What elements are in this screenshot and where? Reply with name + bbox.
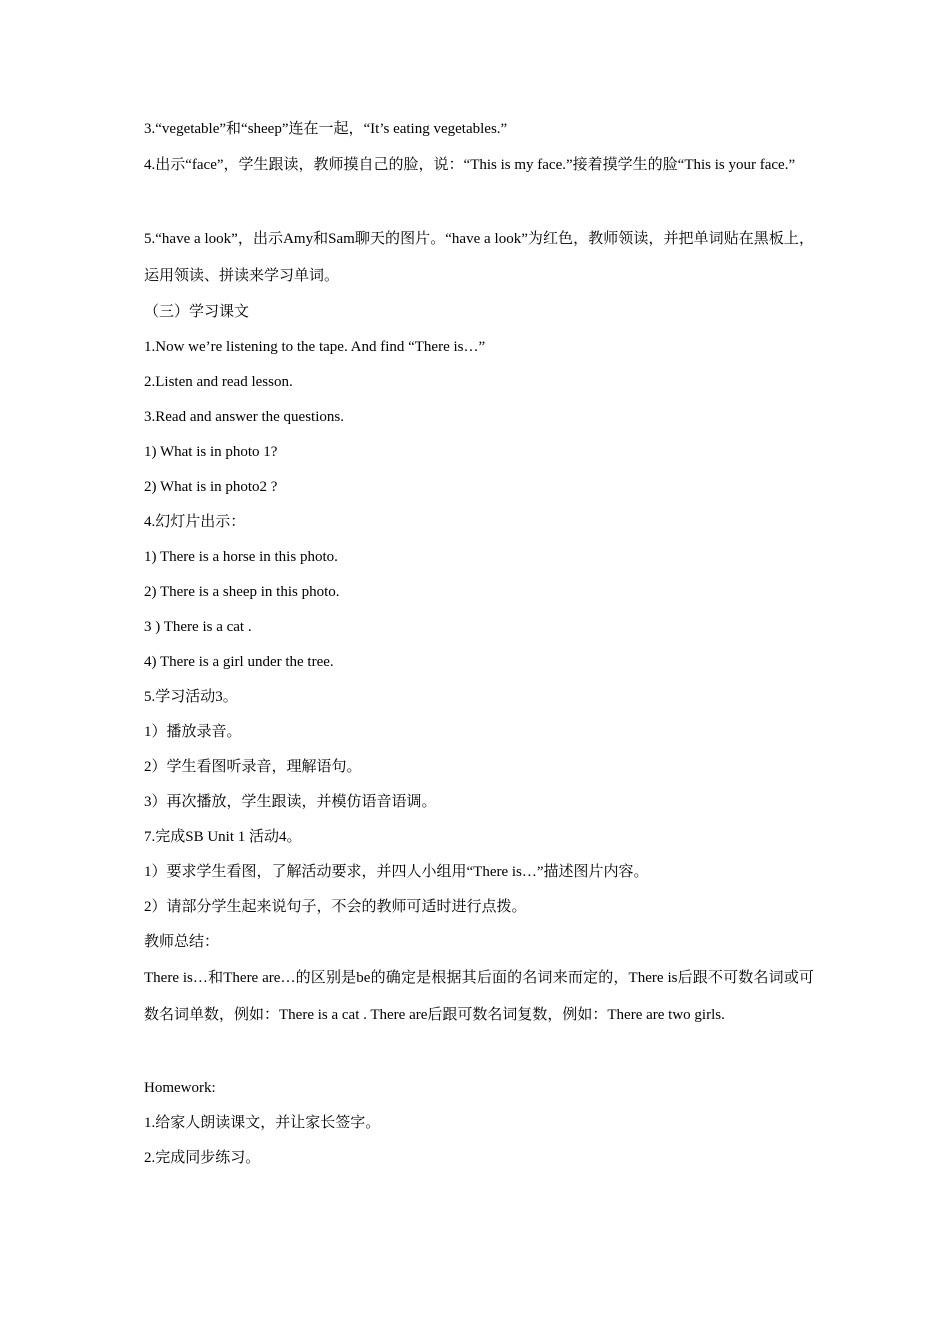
step-slide-show: 4.幻灯片出示： [144,514,246,530]
slide-item-horse: 1) There is a horse in this photo. [144,549,338,565]
activity-4-item-1: 1）要求学生看图，了解活动要求，并四人小组用“There is…”描述图片内容。 [144,864,649,880]
step-activity-3: 5.学习活动3。 [144,689,238,705]
step-listen-read: 2.Listen and read lesson. [144,374,293,390]
teacher-summary-heading: 教师总结： [144,934,220,950]
paragraph-vegetable-sheep: 3.“vegetable”和“sheep”连在一起，“It’s eating vegetables.” [144,121,508,137]
activity-3-item-3: 3）再次播放，学生跟读，并模仿语音语调。 [144,794,437,810]
question-photo-1: 1) What is in photo 1? [144,444,278,460]
activity-4-item-2: 2）请部分学生起来说句子，不会的教师可适时进行点拨。 [144,899,527,915]
section-heading-learn-text: （三）学习课文 [144,304,250,320]
step-listen-tape: 1.Now we’re listening to the tape. And find “There is…” [144,339,486,355]
slide-item-girl: 4) There is a girl under the tree. [144,654,334,670]
homework-item-2: 2.完成同步练习。 [144,1150,261,1166]
slide-item-sheep: 2) There is a sheep in this photo. [144,584,340,600]
activity-3-item-1: 1）播放录音。 [144,724,242,740]
homework-heading: Homework: [144,1080,216,1096]
step-read-answer: 3.Read and answer the questions. [144,409,344,425]
paragraph-face: 4.出示“face”，学生跟读，教师摸自己的脸，说：“This is my face.”接着摸学生的脸“This is your face.” [144,157,796,173]
slide-item-cat: 3 ) There is a cat . [144,619,252,635]
step-activity-4: 7.完成SB Unit 1 活动4。 [144,829,302,845]
homework-item-1: 1.给家人朗读课文，并让家长签字。 [144,1115,381,1131]
paragraph-have-a-look: 5.“have a look”，出示Amy和Sam聊天的图片。“have a look”为红色，教师领读，并把单词贴在黑板上，运用领读、拼读来学习单词。 [144,231,814,284]
document-body [144,112,814,1176]
activity-3-item-2: 2）学生看图听录音，理解语句。 [144,759,362,775]
teacher-summary-paragraph: There is…和There are…的区别是be的确定是根据其后面的名词来而定的，There is后跟不可数名词或可数名词单数，例如：There is a cat . There are后跟可数名词复数，例如：There are two girls. [144,970,814,1023]
question-photo-2: 2) What is in photo2 ? [144,479,278,495]
